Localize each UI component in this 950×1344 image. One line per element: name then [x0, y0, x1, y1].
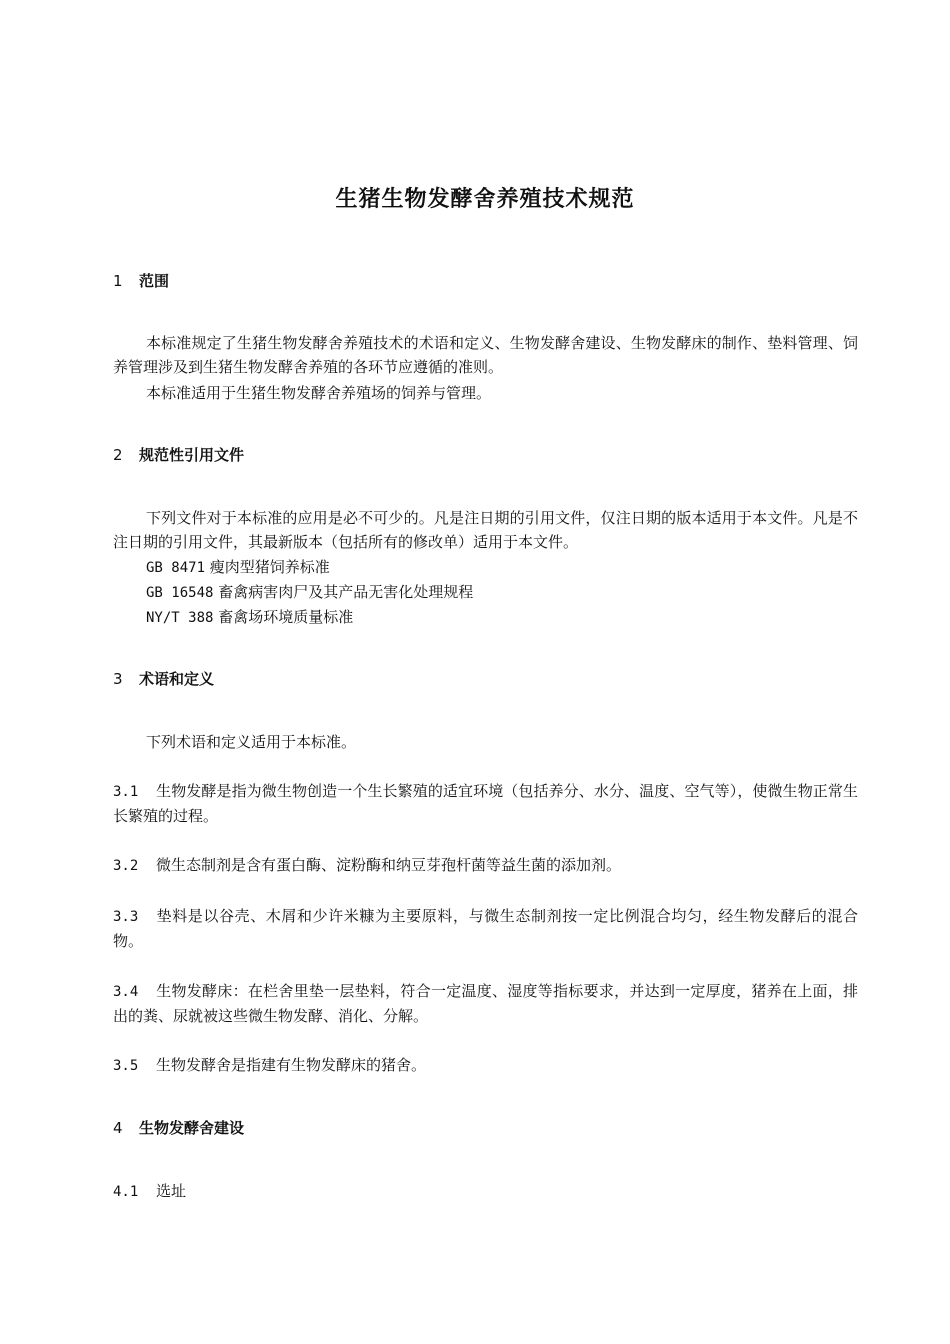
section-number: 4 [113, 1119, 123, 1137]
reference-item [146, 605, 353, 630]
term-number: 3.2 [113, 858, 139, 874]
subsection-title: 选址 [156, 1182, 187, 1200]
term-definition [113, 1053, 858, 1078]
reference-title: 瘦肉型猪饲养标准 [209, 558, 330, 576]
term-definition [113, 979, 858, 1028]
section-heading-1 [113, 269, 169, 293]
section-title: 规范性引用文件 [139, 446, 245, 464]
reference-title: 畜禽病害肉尸及其产品无害化处理规程 [218, 583, 474, 601]
reference-code: GB 16548 [146, 585, 214, 601]
section-number: 2 [113, 446, 123, 464]
paragraph: 本标准适用于生猪生物发酵舍养殖场的饲养与管理。 [146, 384, 492, 402]
section-title: 范围 [139, 272, 170, 290]
document-title: 生猪生物发酵舍养殖技术规范 [335, 187, 635, 212]
term-text: 垫料是以谷壳、木屑和少许米糠为主要原料，与微生态制剂按一定比例混合均匀，经生物发酵后的混合物。 [113, 907, 858, 950]
term-text: 生物发酵舍是指建有生物发酵床的猪舍。 [156, 1056, 427, 1074]
subsection-number: 4.1 [113, 1184, 139, 1200]
reference-code: NY/T 388 [146, 610, 214, 626]
term-definition [113, 779, 858, 828]
term-text: 微生态制剂是含有蛋白酶、淀粉酶和纳豆芽孢杆菌等益生菌的添加剂。 [156, 856, 622, 874]
paragraph: 本标准规定了生猪生物发酵舍养殖技术的术语和定义、生物发酵舍建设、生物发酵床的制作、垫料管理、饲养管理涉及到生猪生物发酵舍养殖的各环节应遵循的准则。 [113, 334, 858, 376]
paragraph: 下列文件对于本标准的应用是必不可少的。凡是注日期的引用文件，仅注日期的版本适用于本文件。凡是不注日期的引用文件，其最新版本（包括所有的修改单）适用于本文件。 [113, 509, 858, 551]
term-number: 3.1 [113, 784, 139, 800]
section-title: 生物发酵舍建设 [139, 1119, 245, 1137]
section-heading-2 [113, 443, 244, 467]
term-number: 3.3 [113, 909, 139, 925]
term-number: 3.4 [113, 984, 139, 1000]
term-text: 生物发酵床：在栏舍里垫一层垫料，符合一定温度、湿度等指标要求，并达到一定厚度，猪养在上面，排出的粪、尿就被这些微生物发酵、消化、分解。 [113, 982, 858, 1025]
reference-item [146, 555, 330, 580]
term-text: 生物发酵是指为微生物创造一个生长繁殖的适宜环境（包括养分、水分、温度、空气等），使微生物正常生长繁殖的过程。 [113, 782, 858, 825]
paragraph: 下列术语和定义适用于本标准。 [146, 733, 357, 751]
reference-code: GB 8471 [146, 560, 206, 576]
term-definition [113, 904, 858, 953]
subsection-heading [113, 1179, 186, 1204]
section-number: 1 [113, 272, 123, 290]
term-number: 3.5 [113, 1058, 139, 1074]
reference-item [146, 580, 473, 605]
section-title: 术语和定义 [139, 670, 215, 688]
reference-title: 畜禽场环境质量标准 [218, 608, 354, 626]
section-heading-4 [113, 1116, 244, 1140]
term-definition [113, 853, 858, 878]
section-number: 3 [113, 670, 123, 688]
section-heading-3 [113, 667, 214, 691]
